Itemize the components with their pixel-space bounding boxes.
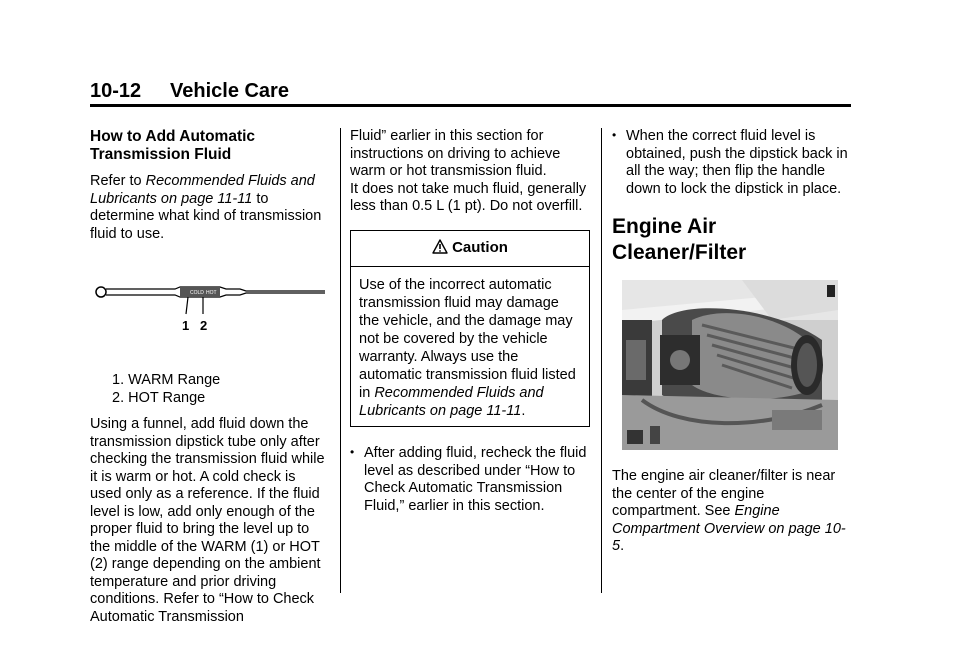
- warning-triangle-icon: [432, 239, 448, 259]
- hot-mark: HOT: [206, 290, 217, 296]
- cross-reference: Recommended Fluids and Lubricants on page 11-11: [90, 173, 315, 207]
- paragraph: Using a funnel, add fluid down the transmission dipstick tube only after checking the transmission fluid while it is warm or hot. A cold check is used only as a reference. If the fluid level is low, add only enough of the proper fluid to bring the level up to the middle of the WARM (1) or HOT (2) range depending on the ambient temperature and prior driving conditions. Refer to “How to Check Automatic Transmission: [90, 416, 325, 625]
- caution-body: Use of the incorrect automatic transmission fluid may damage the vehicle, and the damage may not be covered by the vehicle warranty. Always use the automatic transmission fluid listed in Recommended Fluids and Lubricants on page 11-11.: [359, 277, 576, 419]
- dipstick-illustration: [90, 252, 330, 372]
- caution-header: [351, 231, 589, 268]
- page-title: Vehicle Care: [170, 80, 289, 102]
- cross-reference: Engine Compartment Overview on page 10-5: [612, 503, 846, 554]
- caution-box: [350, 230, 590, 428]
- engine-compartment-image: [622, 280, 838, 450]
- column-divider-1: [340, 128, 341, 593]
- legend-item: 1. WARM Range: [112, 372, 221, 388]
- bullet-item: • When the correct fluid level is obtained, push the dipstick back in all the way; then flip the handle down to lock the dipstick in place.: [612, 128, 848, 197]
- paragraph: The engine air cleaner/filter is near the center of the engine compartment. See Engine Compartment Overview on page 10-5.: [612, 468, 846, 554]
- section-heading: Engine Air Cleaner/Filter: [612, 215, 747, 264]
- legend-item: 2. HOT Range: [112, 389, 206, 406]
- engine-air-cleaner-photo: [622, 280, 838, 450]
- caution-title: Caution: [452, 238, 508, 256]
- bullet-item: • After adding fluid, recheck the fluid level as described under “How to Check Automatic Transmission Fluid,” earlier in this section.: [350, 445, 587, 514]
- cross-reference: Recommended Fluids and Lubricants on page 11-11: [359, 385, 544, 419]
- paragraph: Fluid” earlier in this section for instructions on driving to achieve warm or hot transmission fluid.: [350, 128, 561, 179]
- column-3: [612, 128, 852, 565]
- dipstick-figure: [90, 252, 330, 372]
- bullet-glyph: •: [350, 445, 355, 459]
- column-divider-2: [601, 128, 602, 593]
- callout-line-1: [186, 297, 188, 314]
- subsection-heading: How to Add Automatic Transmission Fluid: [90, 128, 256, 163]
- paragraph: Refer to Recommended Fluids and Lubricants on page 11-11 to determine what kind of transmission fluid to use.: [90, 173, 322, 242]
- header-rule: [90, 104, 851, 107]
- page-number: 10-12: [90, 80, 142, 102]
- column-2: [350, 128, 590, 524]
- paragraph: It does not take much fluid, generally less than 0.5 L (1 pt). Do not overfill.: [350, 180, 587, 214]
- bullet-glyph: •: [612, 128, 617, 142]
- callout-label-2: 2: [200, 318, 208, 333]
- column-1: [90, 128, 330, 635]
- cold-mark: COLD: [190, 290, 204, 296]
- figure-legend: [90, 372, 330, 407]
- callout-label-1: 1: [182, 318, 190, 333]
- dipstick-loop: [96, 287, 106, 297]
